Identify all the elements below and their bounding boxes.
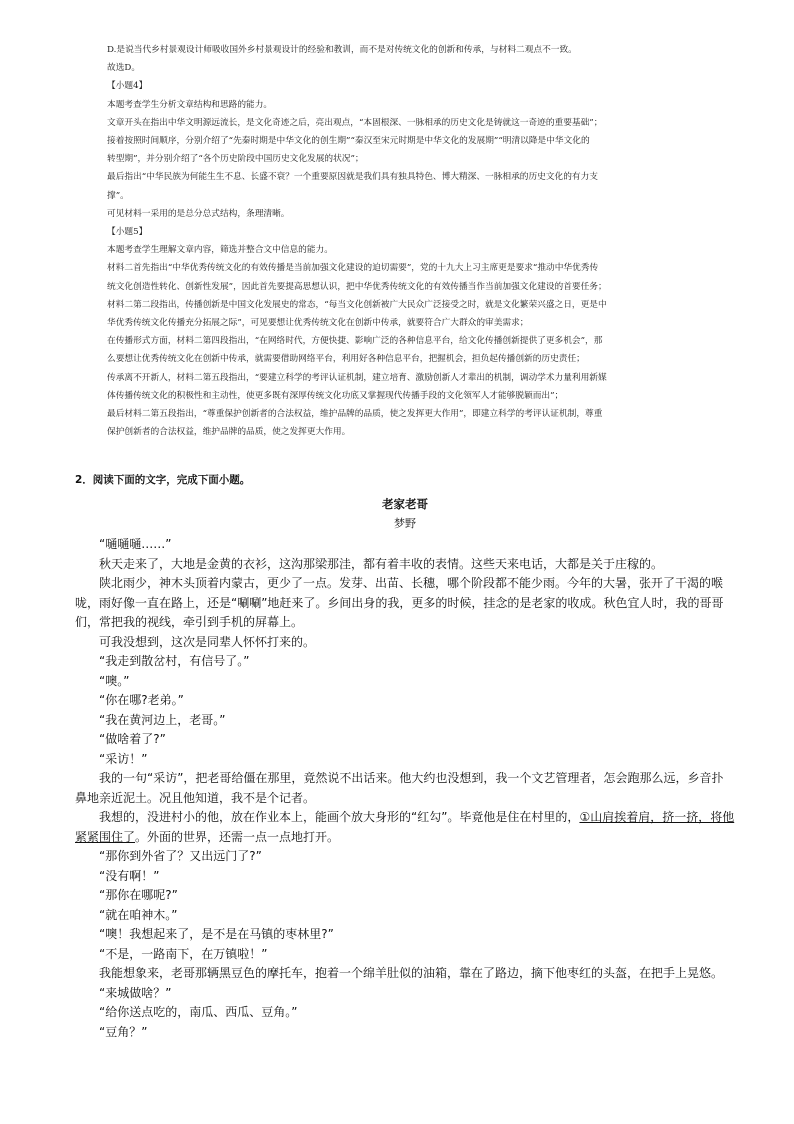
paragraph: “嗵嗵嗵……” xyxy=(99,537,172,551)
dialogue-line: “豆角？” xyxy=(99,1024,148,1039)
dialogue-line: “我在黄河边上，老哥。” xyxy=(99,712,226,727)
dialogue-line: “噢。” xyxy=(99,673,130,688)
answer-line: 最后指出“中华民族为何能生生不息、长盛不衰？一个重要原因就是我们具有独具特色、博大精深、一脉相承的历史文化的有力支 xyxy=(107,172,598,183)
answer-line: 转型期”，并分别介绍了“各个历史阶段中国历史文化发展的状况”； xyxy=(107,154,364,165)
dialogue-line: “我走到散岔村，有信号了。” xyxy=(99,654,250,668)
text-span: 我想的，没进村小的他，放在作业本上，能画个放大身形的“红勾”。毕竟他是住在村里的， xyxy=(99,810,580,824)
answer-line: 【小题4】 xyxy=(107,81,148,92)
answer-line: 撑”。 xyxy=(107,190,129,201)
question-header: 2．阅读下面的文字，完成下面小题。 xyxy=(75,474,251,486)
answer-line: 本题考查学生分析文章结构和思路的能力。 xyxy=(107,99,273,110)
answer-line: 最后材料二第五段指出，“尊重保护创新者的合法权益，维护品牌的品质，使之发挥更大作用”，即建立科学的考评认证机制，尊重 xyxy=(107,409,603,420)
paragraph: 可我没想到，这次是同辈人怀怀打来的。 xyxy=(99,634,316,649)
passage-title: 老家老哥 xyxy=(382,497,428,511)
answer-line: 【小题5】 xyxy=(107,227,148,238)
dialogue-line: “没有啊！” xyxy=(99,868,160,883)
answer-line: 可见材料一采用的是总分总式结构，条理清晰。 xyxy=(107,208,290,219)
dialogue-line: “你在哪?老弟。” xyxy=(99,693,184,707)
dialogue-line: “采访！” xyxy=(99,751,148,766)
answer-line: 体传播传统文化的积极性和主动性，使更多既有深厚传统文化功底又掌握现代传播手段的文化领军人才能够脱颖而出”； xyxy=(107,390,564,401)
answer-line: 材料二第二段指出，传播创新是中国文化发展史的常态，“每当文化创新被广大民众广泛接受之时，就是文化繁荣兴盛之日，更是中 xyxy=(107,299,607,310)
paragraph: 陕北雨少，神木头顶着内蒙古，更少了一点。发芽、出苗、长穗，哪个阶段都不能少雨。今年的大暑，张开了干渴的喉咙，雨好像一直在路上，还是“唰唰”地赶来了。乡间出身的我，更多的时候，挂念的是老家的收成。秋色宜人时，我的哥哥们，常把我的视线，牵引到手机的屏幕上。 xyxy=(75,576,724,629)
answer-line: 传承离不开新人，材料二第五段指出，“要建立科学的考评认证机制，建立培育、激励创新人才辈出的机制，调动学术力量利用新媒 xyxy=(107,372,607,383)
answer-line: 么要想让优秀传统文化在创新中传承，就需要借助网络平台，利用好各种信息平台，把握机会，担负起传播创新的历史责任； xyxy=(107,354,585,365)
answer-line: 保护创新者的合法权益，维护品牌的品质，使之发挥更大作用。 xyxy=(107,427,351,438)
answer-line: 文章开头在指出中华文明源远流长，是文化奇迹之后，亮出观点，“本固根深、一脉相承的历史文化是铸就这一奇迹的重要基础”； xyxy=(107,117,603,128)
paragraph: 我的一句“采访”，把老哥给僵在那里，竟然说不出话来。他大约也没想到，我一个文艺管理者，怎会跑那么远，乡音扑鼻地亲近泥土。况且他知道，我不是个记者。 xyxy=(75,771,724,805)
underlined-sentence: ①山肩挨着肩，挤一挤，将他紧紧围住了 xyxy=(75,810,735,844)
dialogue-line: “就在咱神木。” xyxy=(99,907,178,922)
passage-body xyxy=(75,535,735,1042)
answer-line: 接着按照时间顺序，分别介绍了“先秦时期是中华文化的创生期”“秦汉至宋元时期是中华文化的发展期”“明清以降是中华文化的 xyxy=(107,136,590,147)
answer-line: 材料二首先指出“中华优秀传统文化的有效传播是当前加强文化建设的迫切需要”，党的十九大上习主席更是要求“推动中华优秀传 xyxy=(107,263,599,274)
answer-line: 在传播形式方面，材料二第四段指出，“在网络时代，方便快捷、影响广泛的各种信息平台，给文化传播创新提供了更多机会”，那 xyxy=(107,336,603,347)
dialogue-line: “那你在哪呢?” xyxy=(99,888,178,902)
dialogue-line: “不是，一路南下，在万镇啦！” xyxy=(99,946,268,961)
answer-explanation xyxy=(107,41,707,441)
answer-line: D.是说当代乡村景观设计师吸收国外乡村景观设计的经验和教训，而不是对传统文化的创新和传承，与材料二观点不一致。 xyxy=(107,45,577,55)
paragraph xyxy=(75,808,735,847)
dialogue-line: “做啥着了?” xyxy=(99,732,166,746)
dialogue-line: “噢！我想起来了，是不是在马镇的枣林里?” xyxy=(99,927,334,941)
answer-line: 统文化创造性转化、创新性发展”，因此首先要提高思想认识，把中华优秀传统文化的有效传播当作当前加强文化建设的首要任务； xyxy=(107,281,607,292)
answer-line: 本题考查学生理解文章内容，筛选并整合文中信息的能力。 xyxy=(107,245,333,256)
dialogue-line: “来城做啥？” xyxy=(99,985,172,1000)
text-span: 。外面的世界，还需一点一点地打开。 xyxy=(135,829,340,844)
dialogue-line: “给你送点吃的，南瓜、西瓜、豆角。” xyxy=(99,1005,298,1019)
answer-line: 华优秀传统文化传播充分拓展之际”，可见要想让优秀传统文化在创新中传承，就要符合广大群众的审美需求； xyxy=(107,318,529,329)
passage-author: 梦野 xyxy=(394,517,416,530)
dialogue-line: “那你到外省了？又出远门了?” xyxy=(99,849,262,863)
paragraph: 我能想象来，老哥那辆黑豆色的摩托车，抱着一个绵羊肚似的油箱，靠在了路边，摘下他枣红的头盔，在把手上晃悠。 xyxy=(99,966,724,980)
paragraph: 秋天走来了，大地是金黄的衣衫，这沟那梁那洼，都有着丰收的表情。这些天来电话，大都是关于庄稼的。 xyxy=(99,556,664,571)
question-section xyxy=(75,473,735,1042)
answer-line: 故选D。 xyxy=(107,63,141,74)
